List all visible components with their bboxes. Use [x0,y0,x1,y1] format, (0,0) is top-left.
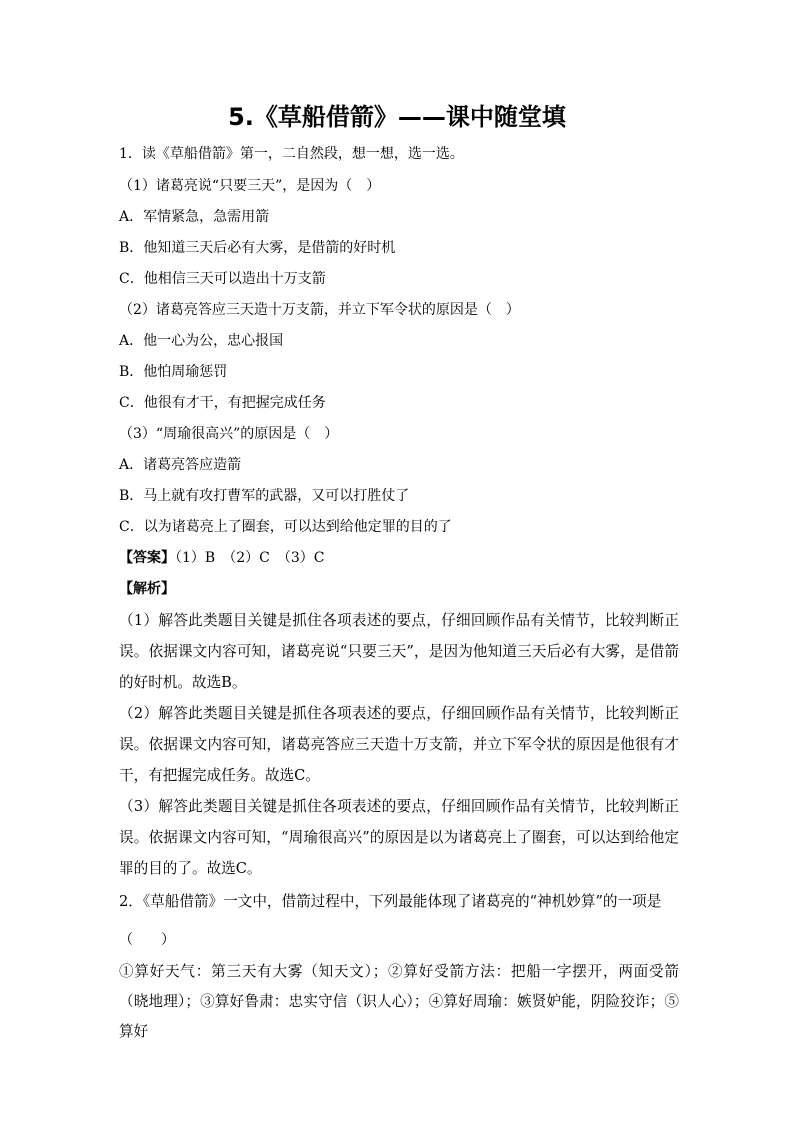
q1-sub1-option-b: B．他知道三天后必有大雾，是借箭的好时机 [119,240,396,256]
answer-text: （1）B （2）C （3）C [175,550,325,566]
analysis-paragraph-1: （1）解答此类题目关键是抓住各项表述的要点，仔细回顾作品有关情节，比较判断正误。依据课文内容可知，诸葛亮说“只要三天”，是因为他知道三天后必有大雾，是借箭的好时机。故选B。 [119,612,679,691]
question-2-body: ①算好天气：第三天有大雾（知天文）；②算好受箭方法：把船一字摆开，两面受箭（晓地理）；③算好鲁肃：忠实守信（识人心）；④算好周瑜：嫉贤妒能，阴险狡诈；⑤算好 [119,963,679,1040]
question-2-stem: 2．《草船借箭》一文中，借箭过程中，下列最能体现了诸葛亮的“神机妙算”的一项是 [119,893,662,910]
analysis-paragraph-2: （2）解答此类题目关键是抓住各项表述的要点，仔细回顾作品有关情节，比较判断正误。依据课文内容可知，诸葛亮答应三天造十万支箭，并立下军令状的原因是他很有才干，有把握完成任务。故选C。 [119,705,679,784]
q1-sub2-option-c: C．他很有才干，有把握完成任务 [119,395,326,411]
analysis-label: 【解析】 [119,581,175,597]
q1-sub1-question: （1）诸葛亮说“只要三天”，是因为（ ） [119,178,381,194]
question-1-stem: 1．读《草船借箭》第一，二自然段，想一想，选一选。 [119,146,464,162]
q1-sub3-option-c: C．以为诸葛亮上了圈套，可以达到给他定罪的目的了 [119,519,452,535]
q1-sub1-option-c: C．他相信三天可以造出十万支箭 [119,271,326,287]
answer-line [119,548,324,568]
q1-sub2-option-a: A．他一心为公，忠心报国 [119,333,284,349]
q1-sub1-option-a: A．军情紧急，急需用箭 [119,209,270,225]
analysis-paragraph-3: （3）解答此类题目关键是抓住各项表述的要点，仔细回顾作品有关情节，比较判断正误。依据课文内容可知，“周瑜很高兴”的原因是以为诸葛亮上了圈套，可以达到给他定罪的目的了。故选C。 [119,798,679,877]
q1-sub2-question: （2）诸葛亮答应三天造十万支箭，并立下军令状的原因是（ ） [119,302,520,318]
q1-sub2-option-b: B．他怕周瑜惩罚 [119,364,228,380]
page-title: 5.《草船借箭》——课中随堂填 [228,103,566,131]
answer-label: 【答案】 [119,550,175,566]
question-2-blank: （ ） [119,932,175,948]
q1-sub3-option-b: B．马上就有攻打曹军的武器，又可以打胜仗了 [119,488,410,504]
q1-sub3-question: （3）“周瑜很高兴”的原因是（ ） [119,426,339,442]
q1-sub3-option-a: A．诸葛亮答应造箭 [119,457,242,473]
